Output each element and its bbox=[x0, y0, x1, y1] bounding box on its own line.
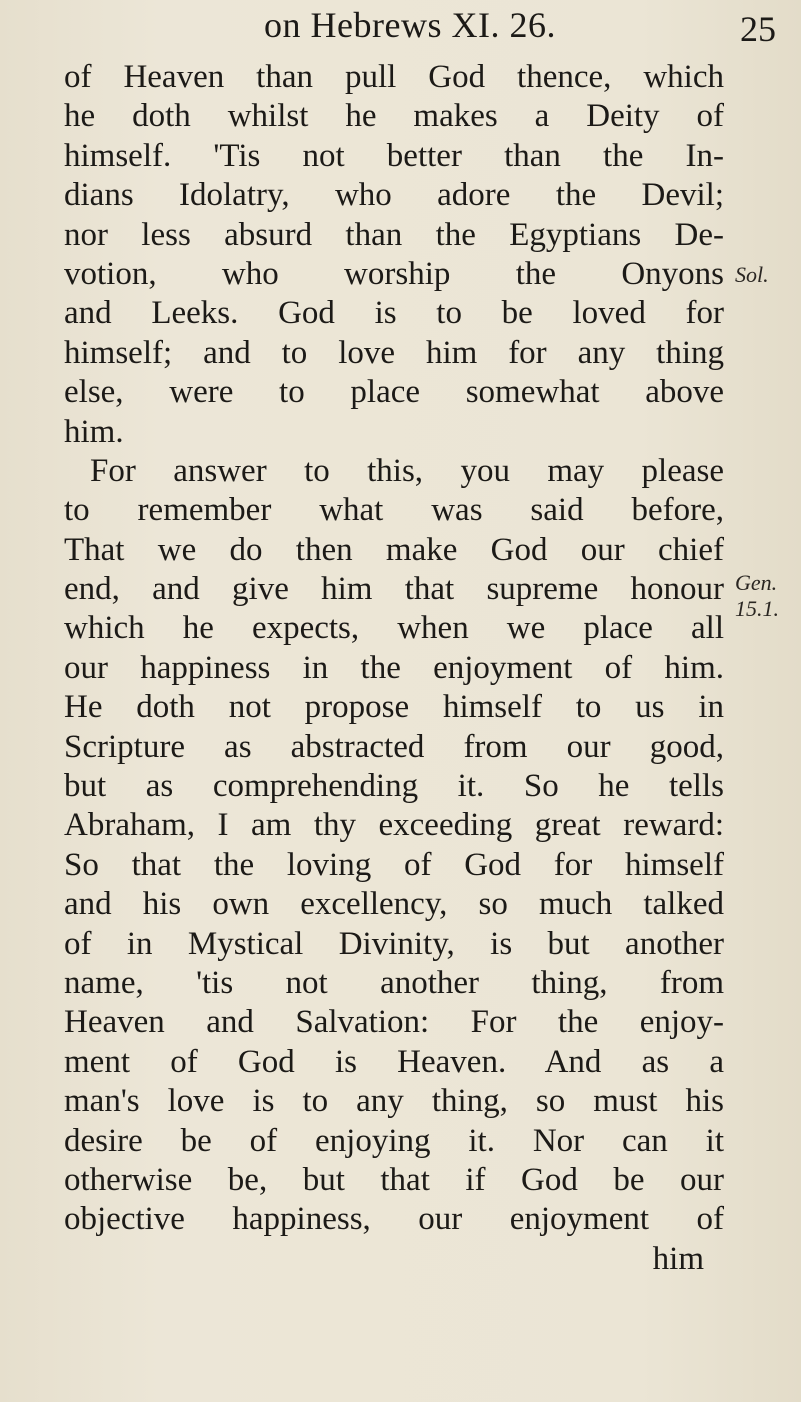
text-line: nor less absurd than the Egyptians De- bbox=[64, 216, 724, 253]
text-line: desire be of enjoying it. Nor can it bbox=[64, 1122, 724, 1159]
text-line: otherwise be, but that if God be our bbox=[64, 1161, 724, 1198]
text-line: Heaven and Salvation: For the enjoy- bbox=[64, 1004, 724, 1041]
text-line: Scripture as abstracted from our good, bbox=[64, 728, 724, 765]
body-text bbox=[64, 58, 724, 1279]
text-line: which he expects, when we place all bbox=[64, 610, 724, 647]
text-line: he doth whilst he makes a Deity of bbox=[64, 98, 724, 135]
text-line: our happiness in the enjoyment of him. bbox=[64, 649, 724, 686]
text-line: else, were to place somewhat above bbox=[64, 374, 724, 411]
text-line: and his own excellency, so much talked bbox=[64, 886, 724, 923]
text-line: dians Idolatry, who adore the Devil; bbox=[64, 177, 724, 214]
text-line: and Leeks. God is to be loved for bbox=[64, 295, 724, 332]
text-line: For answer to this, you may please bbox=[90, 452, 724, 489]
text-line: ment of God is Heaven. And as a bbox=[64, 1043, 724, 1080]
text-line: of in Mystical Divinity, is but another bbox=[64, 925, 724, 962]
page-number: 25 bbox=[740, 9, 776, 49]
margin-note: Sol. bbox=[735, 262, 769, 287]
text-line: himself; and to love him for any thing bbox=[64, 334, 724, 371]
text-line: man's love is to any thing, so must his bbox=[64, 1083, 724, 1120]
text-line: Abraham, I am thy exceeding great reward: bbox=[64, 807, 724, 844]
running-head: on Hebrews XI. 26. bbox=[264, 5, 556, 45]
text-line: of Heaven than pull God thence, which bbox=[64, 59, 724, 95]
text-line: name, 'tis not another thing, from bbox=[64, 964, 724, 1001]
text-line: objective happiness, our enjoyment of bbox=[64, 1201, 724, 1238]
text-line: That we do then make God our chief bbox=[64, 531, 724, 568]
margin-note: Gen. 15.1. bbox=[735, 570, 779, 621]
text-line: He doth not propose himself to us in bbox=[64, 689, 724, 726]
text-line: to remember what was said before, bbox=[64, 492, 724, 529]
text-line: himself. 'Tis not better than the In- bbox=[64, 137, 724, 174]
text-line: but as comprehending it. So he tells bbox=[64, 768, 724, 805]
text-line: him. bbox=[64, 413, 124, 450]
catchword: him bbox=[652, 1240, 704, 1277]
text-line: So that the loving of God for himself bbox=[64, 846, 724, 883]
text-line: votion, who worship the Onyons bbox=[64, 255, 724, 292]
text-line: end, and give him that supreme honour bbox=[64, 571, 724, 608]
